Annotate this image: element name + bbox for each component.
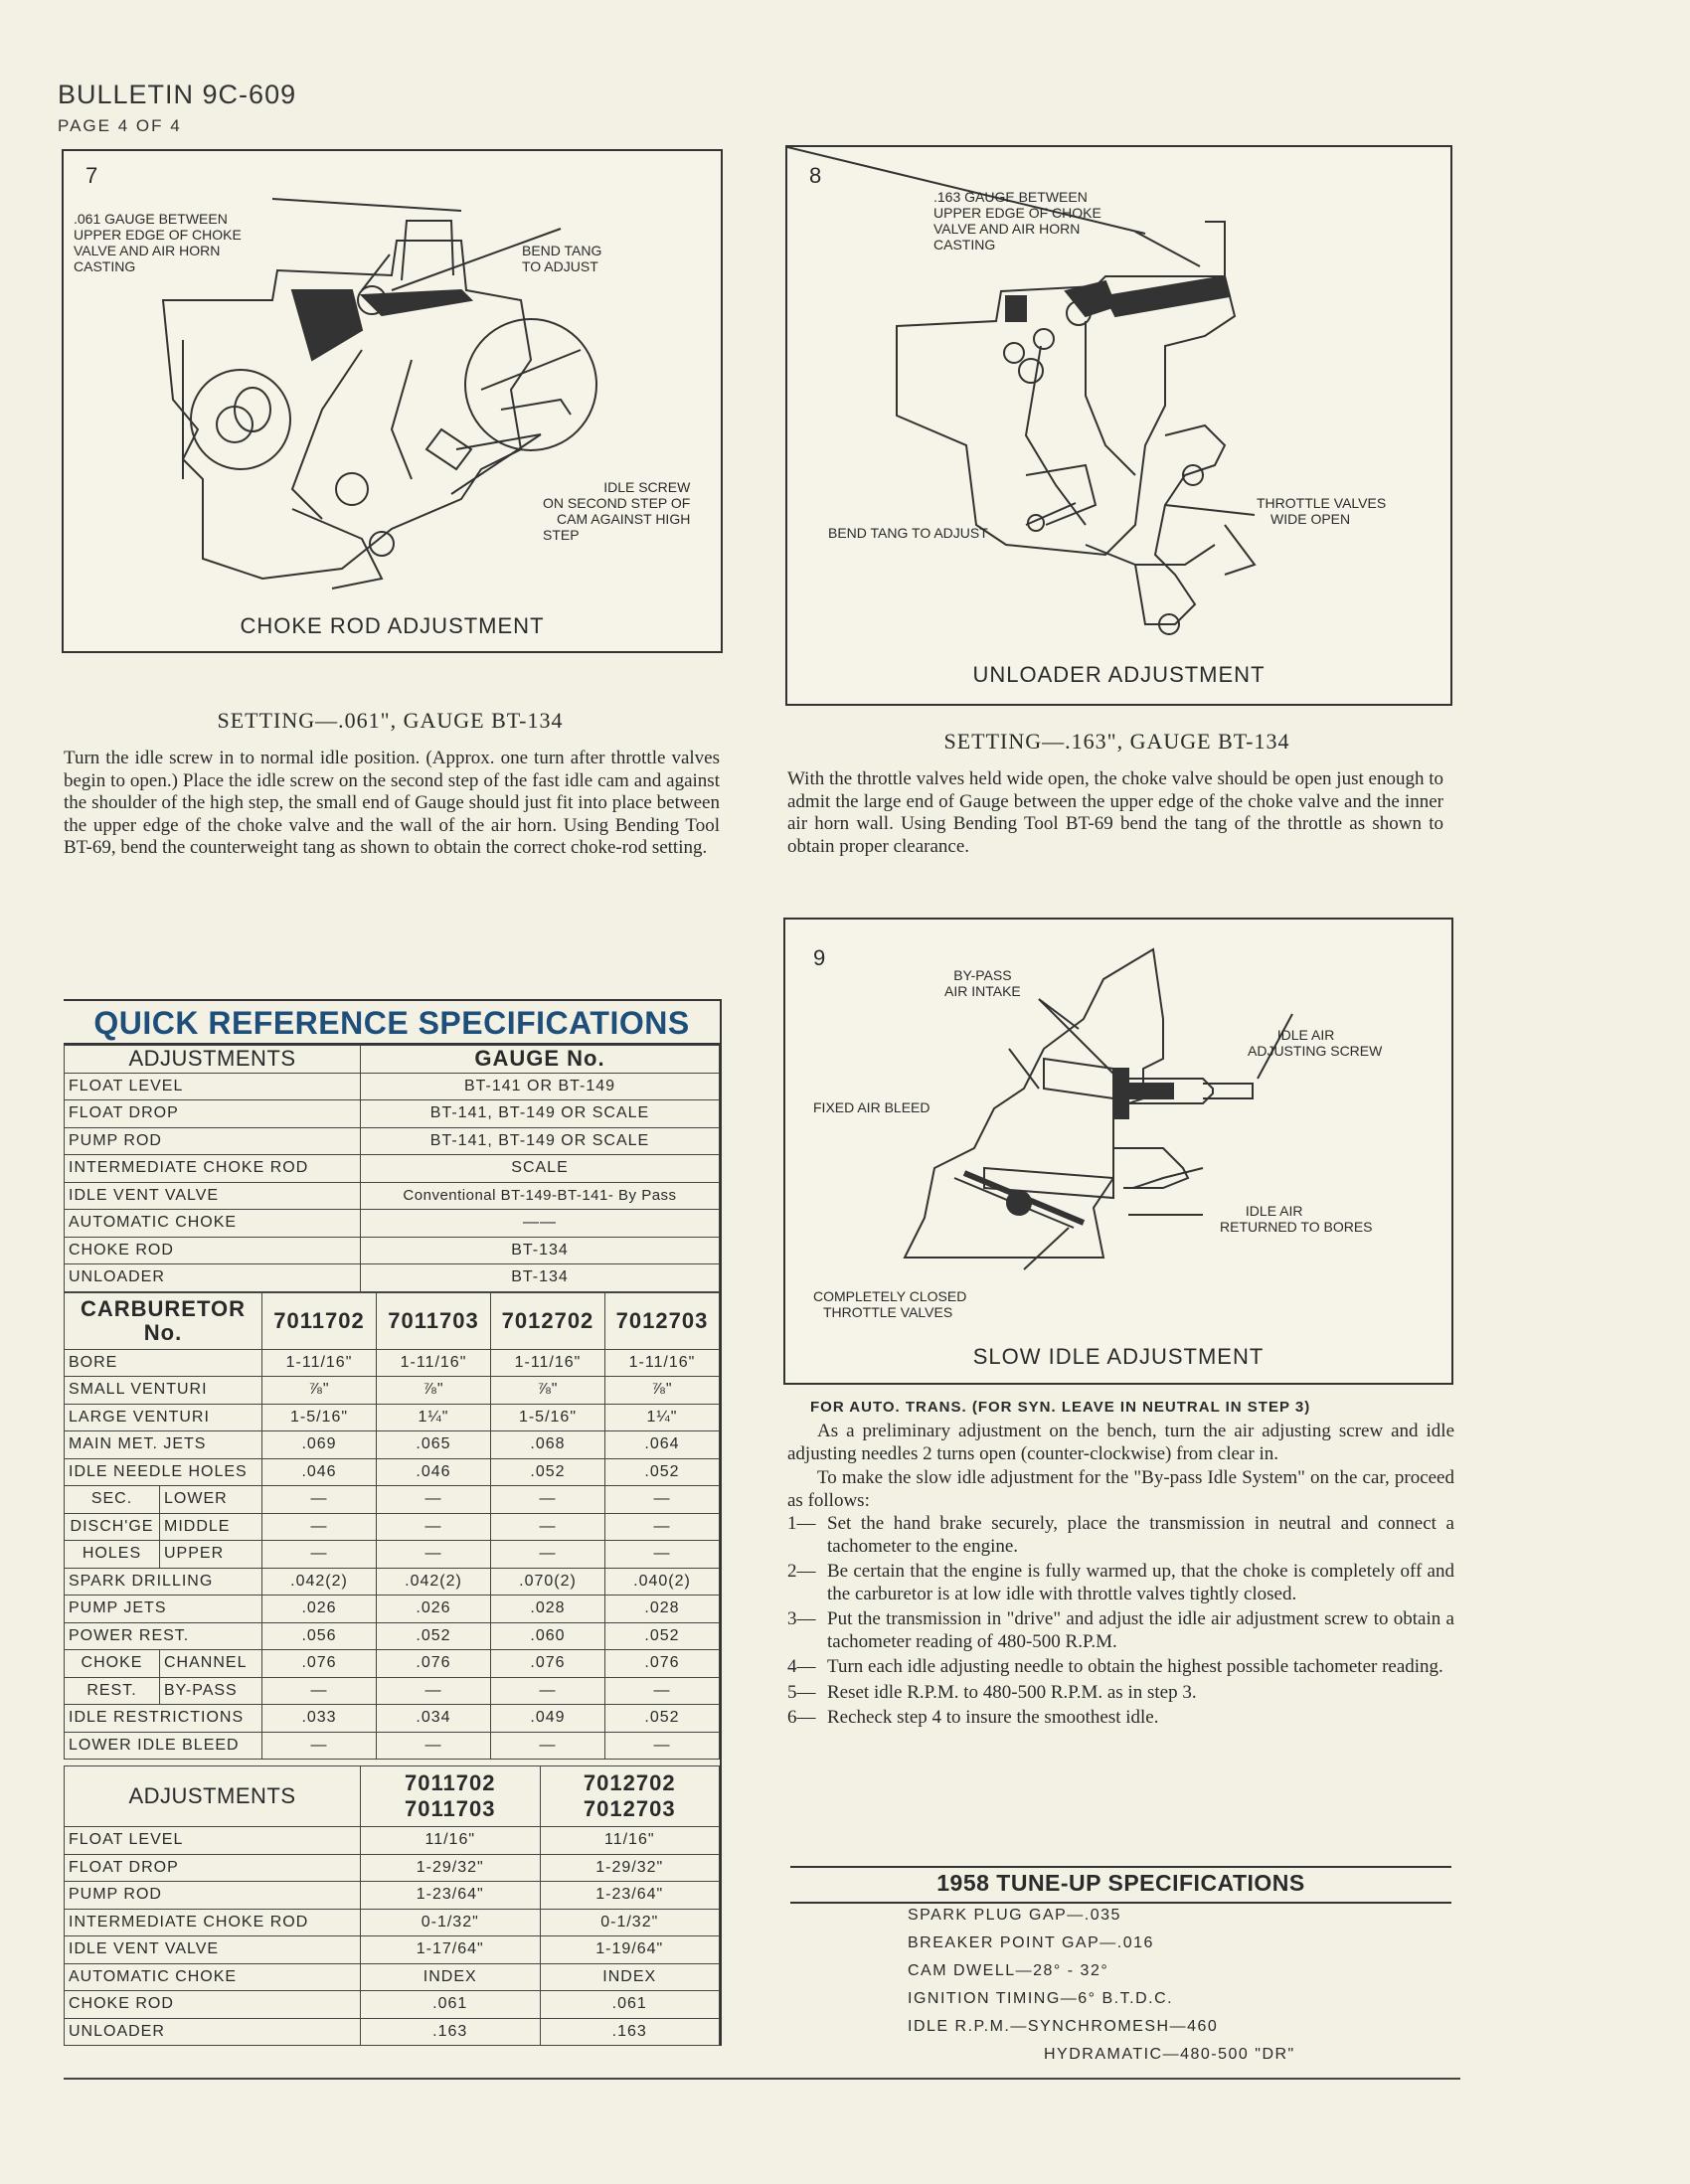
- model-group-header: 7012702 7012703: [540, 1766, 720, 1827]
- callout-bend-tang: BEND TANG TO ADJUST: [522, 243, 602, 274]
- figure-number: 7: [85, 163, 98, 188]
- tuneup-title: 1958 TUNE-UP SPECIFICATIONS: [936, 1870, 1305, 1896]
- tuneup-line: HYDRAMATIC—480-500 "DR": [1044, 2046, 1295, 2063]
- table-row: IDLE NEEDLE HOLES .046 .046 .052 .052: [65, 1458, 720, 1486]
- callout-gauge: .163 GAUGE BETWEEN UPPER EDGE OF CHOKE VALVE AND AIR HORN CASTING: [933, 189, 1101, 252]
- tuneup-line: CAM DWELL—28° - 32°: [908, 1962, 1109, 1979]
- table-row: MAIN MET. JETS .069 .065 .068 .064: [65, 1431, 720, 1459]
- divider: [790, 1866, 1451, 1868]
- table-row: IDLE VENT VALVE Conventional BT-149-BT-141- By Pass: [65, 1182, 720, 1210]
- unloader-drawing: [787, 147, 1450, 704]
- table-row: LOWER IDLE BLEED — — — —: [65, 1732, 720, 1760]
- callout-closed-throttle: COMPLETELY CLOSED THROTTLE VALVES: [813, 1288, 967, 1320]
- slow-idle-heading: FOR AUTO. TRANS. (FOR SYN. LEAVE IN NEUTRAL IN STEP 3): [810, 1399, 1311, 1416]
- callout-bend-tang: BEND TANG TO ADJUST: [828, 525, 988, 541]
- table-row: UNLOADER .163 .163: [65, 2018, 720, 2046]
- setting-fig7: SETTING—.061", GAUGE BT-134: [217, 708, 564, 733]
- callout-bypass-air-intake: BY-PASS AIR INTAKE: [944, 967, 1021, 999]
- divider: [790, 1902, 1451, 1904]
- table-row: UNLOADER BT-134: [65, 1264, 720, 1292]
- carburetor-header: CARBURETOR No.: [65, 1292, 262, 1349]
- divider: [64, 2078, 1460, 2080]
- table-row: AUTOMATIC CHOKE ——: [65, 1210, 720, 1238]
- table-row: BORE 1-11/16" 1-11/16" 1-11/16" 1-11/16": [65, 1349, 720, 1377]
- callout-idle-screw: IDLE SCREW ON SECOND STEP OF CAM AGAINST HIGH STEP: [543, 479, 691, 543]
- tuneup-line: IGNITION TIMING—6° B.T.D.C.: [908, 1990, 1174, 2007]
- col-header: ADJUSTMENTS: [65, 1766, 361, 1827]
- text-fig7: Turn the idle screw in to normal idle position. (Approx. one turn after throttle valves begin to open.) Place the idle screw on the second step of the fast idle cam and against the shoulder of the high step, the small end of Gauge should just fit into place between the upper edge of the choke valve and the wall of the air horn. Using Bending Tool BT-69, bend the counterweight tang as shown to obtain the correct choke-rod setting.: [64, 748, 720, 858]
- figure-9-slow-idle: [783, 918, 1453, 1385]
- page-number: PAGE 4 OF 4: [58, 116, 182, 135]
- tuneup-line: IDLE R.P.M.—SYNCHROMESH—460: [908, 2018, 1219, 2035]
- col-header: GAUGE No.: [361, 1046, 720, 1074]
- figure-7-choke-rod: [62, 149, 723, 653]
- table-row: CHOKE ROD .061 .061: [65, 1991, 720, 2019]
- table-row: POWER REST. .056 .052 .060 .052: [65, 1622, 720, 1650]
- table-row: IDLE VENT VALVE 1-17/64" 1-19/64": [65, 1936, 720, 1964]
- figure-8-unloader: [785, 145, 1452, 706]
- table-row: AUTOMATIC CHOKE INDEX INDEX: [65, 1963, 720, 1991]
- callout-throttle-valves: THROTTLE VALVES WIDE OPEN: [1257, 495, 1387, 527]
- table-row: PUMP JETS .026 .026 .028 .028: [65, 1596, 720, 1623]
- model-header: 7012703: [604, 1292, 719, 1349]
- table-row: DISCH'GE MIDDLE — — — —: [65, 1513, 720, 1541]
- table-row: FLOAT LEVEL 11/16" 11/16": [65, 1827, 720, 1855]
- table-row: FLOAT DROP BT-141, BT-149 OR SCALE: [65, 1100, 720, 1128]
- figure-caption: CHOKE ROD ADJUSTMENT: [240, 613, 545, 638]
- carburetor-table: [64, 1292, 720, 1761]
- table-row: HOLES UPPER — — — —: [65, 1541, 720, 1569]
- gauge-table: [64, 1045, 720, 1292]
- specs-title: QUICK REFERENCE SPECIFICATIONS: [64, 1001, 720, 1045]
- setting-fig8: SETTING—.163", GAUGE BT-134: [943, 729, 1290, 754]
- table-row: FLOAT DROP 1-29/32" 1-29/32": [65, 1854, 720, 1882]
- table-row: IDLE RESTRICTIONS .033 .034 .049 .052: [65, 1705, 720, 1733]
- model-header: 7011702: [262, 1292, 377, 1349]
- table-row: REST. BY-PASS — — — —: [65, 1677, 720, 1705]
- table-row: SEC. LOWER — — — —: [65, 1486, 720, 1514]
- table-row: PUMP ROD BT-141, BT-149 OR SCALE: [65, 1127, 720, 1155]
- table-row: SMALL VENTURI ⅞" ⅞" ⅞" ⅞": [65, 1377, 720, 1405]
- model-header: 7011703: [377, 1292, 491, 1349]
- tuneup-line: SPARK PLUG GAP—.035: [908, 1907, 1121, 1924]
- text-fig8: With the throttle valves held wide open, the choke valve should be open just enough to admit the large end of Gauge between the upper edge of the choke valve and the inner air horn wall. Using Bending Tool BT-69 bend the tang of the throttle as shown to obtain proper clearance.: [787, 768, 1443, 857]
- col-header: ADJUSTMENTS: [65, 1046, 361, 1074]
- quick-reference-specifications: [64, 999, 722, 2046]
- table-row: CHOKE CHANNEL .076 .076 .076 .076: [65, 1650, 720, 1678]
- figure-caption: SLOW IDLE ADJUSTMENT: [972, 1344, 1265, 1369]
- table-row: SPARK DRILLING .042(2) .042(2) .070(2) .040(2): [65, 1568, 720, 1596]
- slow-idle-text: As a preliminary adjustment on the bench, turn the air adjusting screw and idle adjusting needles 2 turns open (counter-clockwise) from clear in. To make the slow idle adjustment for the "By-pass Idle System" on the car, proceed as follows: 1— Set the hand brake securely, place the transmission in neutral and connect a tachometer to the engine. 2— Be certain that the engine is fully warmed up, that the choke is completely off and the carburetor is at low idle with throttle valves tightly closed. 3— Put the transmission in "drive" and adjust the idle air adjustment screw to obtain a tachometer reading of 480-500 R.P.M. 4— Turn each idle adjusting needle to obtain the highest possible tachometer reading. 5— Reset idle R.P.M. to 480-500 R.P.M. as in step 3. 6— Recheck step 4 to insure the smoothest idle.: [787, 1421, 1454, 1728]
- figure-number: 8: [809, 163, 822, 188]
- model-header: 7012702: [490, 1292, 604, 1349]
- callout-idle-air-screw: IDLE AIR ADJUSTING SCREW: [1248, 1027, 1383, 1059]
- table-row: PUMP ROD 1-23/64" 1-23/64": [65, 1882, 720, 1910]
- table-row: INTERMEDIATE CHOKE ROD SCALE: [65, 1155, 720, 1183]
- model-group-header: 7011702 7011703: [361, 1766, 541, 1827]
- table-row: LARGE VENTURI 1-5/16" 1¼" 1-5/16" 1¼": [65, 1404, 720, 1431]
- figure-number: 9: [813, 945, 826, 970]
- bulletin-number: BULLETIN 9C-609: [58, 80, 297, 109]
- table-row: INTERMEDIATE CHOKE ROD 0-1/32" 0-1/32": [65, 1909, 720, 1936]
- tuneup-line: BREAKER POINT GAP—.016: [908, 1934, 1154, 1951]
- adjustments-table: [64, 1765, 720, 2046]
- table-row: FLOAT LEVEL BT-141 OR BT-149: [65, 1073, 720, 1100]
- callout-fixed-air-bleed: FIXED AIR BLEED: [813, 1099, 930, 1115]
- callout-gauge: .061 GAUGE BETWEEN UPPER EDGE OF CHOKE VALVE AND AIR HORN CASTING: [74, 211, 242, 274]
- figure-caption: UNLOADER ADJUSTMENT: [972, 662, 1266, 687]
- callout-idle-air-returned: IDLE AIR RETURNED TO BORES: [1220, 1203, 1373, 1235]
- table-row: CHOKE ROD BT-134: [65, 1237, 720, 1264]
